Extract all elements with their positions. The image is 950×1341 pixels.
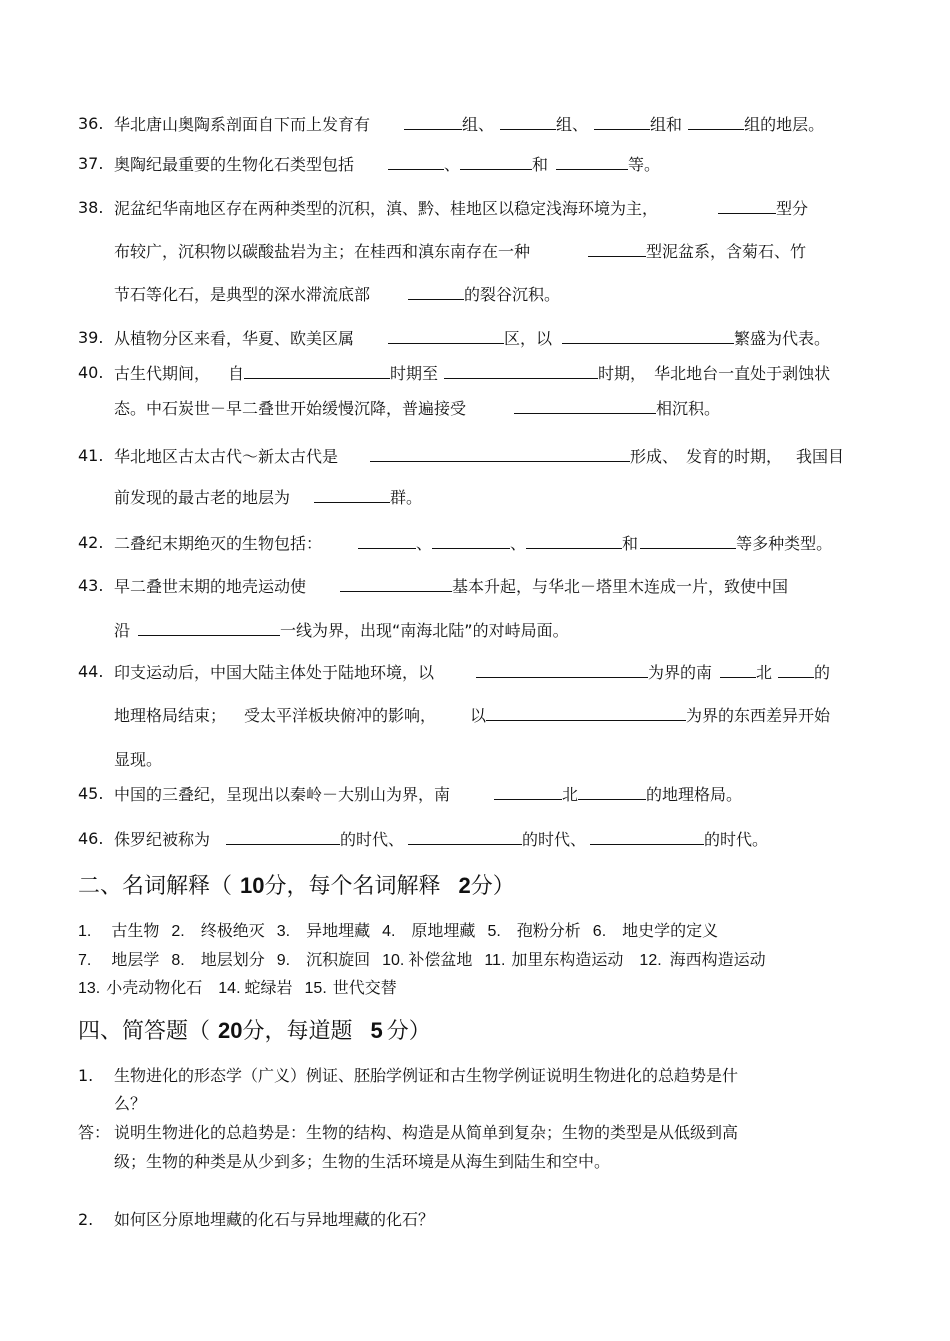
answer-text: 说明生物进化的总趋势是：生物的结构、构造是从简单到复杂；生物的类型是从低级到高 <box>114 1123 739 1142</box>
answer-blank[interactable] <box>388 152 444 170</box>
answer-text: 级；生物的种类是从少到多；生物的生活环境是从海生到陆生和空中。 <box>114 1152 611 1171</box>
question-text: 前发现的最古老的地层为 群。 <box>114 485 422 510</box>
answer-blank[interactable] <box>408 282 464 300</box>
question-text: 节石等化石，是典型的深水滞流底部 的裂谷沉积。 <box>114 282 560 307</box>
question-text: 侏罗纪被称为 的时代、 的时代、 的时代。 <box>114 827 768 852</box>
question-number: 42. <box>78 533 104 552</box>
section-heading: 二、名词解释（ 10分，每个名词解释 2分） <box>78 873 515 899</box>
question-number: 40. <box>78 363 104 382</box>
answer-blank[interactable] <box>494 782 562 800</box>
question-number: 39. <box>78 328 104 347</box>
answer-blank[interactable] <box>244 361 390 379</box>
answer-blank[interactable] <box>590 827 704 845</box>
question-number: 41. <box>78 446 104 465</box>
question-text: 显现。 <box>114 750 163 769</box>
question-number: 43. <box>78 576 104 595</box>
answer-blank[interactable] <box>594 112 650 130</box>
answer-blank[interactable] <box>500 112 556 130</box>
question-text: 沿 一线为界，出现“南海北陆”的对峙局面。 <box>114 618 569 643</box>
question-text: 早二叠世末期的地壳运动使 基本升起，与华北－塔里木连成一片，致使中国 <box>114 574 788 599</box>
question-text: 奥陶纪最重要的生物化石类型包括 、 和 等。 <box>114 152 660 177</box>
answer-blank[interactable] <box>640 531 736 549</box>
answer-blank[interactable] <box>226 827 340 845</box>
answer-label: 答： <box>78 1123 111 1142</box>
question-number: 44. <box>78 662 104 681</box>
question-number: 1. <box>78 1066 94 1085</box>
answer-blank[interactable] <box>388 326 504 344</box>
answer-blank[interactable] <box>588 239 646 257</box>
answer-blank[interactable] <box>444 361 598 379</box>
answer-blank[interactable] <box>578 782 646 800</box>
answer-blank[interactable] <box>778 660 814 678</box>
answer-blank[interactable] <box>514 396 656 414</box>
answer-blank[interactable] <box>526 531 622 549</box>
answer-blank[interactable] <box>340 574 452 592</box>
question-text: 布较广，沉积物以碳酸盐岩为主；在桂西和滇东南存在一种 型泥盆系，含菊石、竹 <box>114 239 806 264</box>
term-item: 1. 古生物 2. 终极绝灭 3. 异地埋藏 4. 原地埋藏 5. 孢粉分析 6. 地史学的定义 <box>78 921 719 940</box>
question-text: 么？ <box>114 1094 147 1113</box>
question-text: 印支运动后，中国大陆主体处于陆地环境，以 为界的南 北 的 <box>114 660 830 685</box>
question-text: 泥盆纪华南地区存在两种类型的沉积，滇、黔、桂地区以稳定浅海环境为主， 型分 <box>114 196 808 221</box>
answer-blank[interactable] <box>718 196 776 214</box>
question-text: 华北唐山奥陶系剖面自下而上发育有 组、 组、 组和 组的地层。 <box>114 112 824 137</box>
answer-blank[interactable] <box>358 531 416 549</box>
question-number: 2. <box>78 1210 94 1229</box>
answer-blank[interactable] <box>688 112 744 130</box>
answer-blank[interactable] <box>138 618 280 636</box>
question-text: 如何区分原地埋藏的化石与异地埋藏的化石？ <box>114 1210 435 1229</box>
answer-blank[interactable] <box>408 827 522 845</box>
term-item: 13. 小壳动物化石 14. 蛇绿岩 15. 世代交替 <box>78 978 397 997</box>
answer-blank[interactable] <box>486 703 686 721</box>
question-number: 46. <box>78 829 104 848</box>
answer-blank[interactable] <box>314 485 390 503</box>
question-text: 中国的三叠纪，呈现出以秦岭－大别山为界，南 北 的地理格局。 <box>114 782 742 807</box>
question-number: 38. <box>78 198 104 217</box>
answer-blank[interactable] <box>432 531 510 549</box>
answer-blank[interactable] <box>460 152 532 170</box>
question-number: 37. <box>78 154 104 173</box>
question-number: 36. <box>78 114 104 133</box>
question-text: 态。中石炭世－早二叠世开始缓慢沉降，普遍接受 相沉积。 <box>114 396 720 421</box>
answer-blank[interactable] <box>404 112 462 130</box>
question-text: 地理格局结束； 受太平洋板块俯冲的影响， 以 为界的东西差异开始 <box>114 703 830 728</box>
answer-blank[interactable] <box>562 326 734 344</box>
answer-blank[interactable] <box>720 660 756 678</box>
question-number: 45. <box>78 784 104 803</box>
question-text: 二叠纪末期绝灭的生物包括： 、 、 和 等多种类型。 <box>114 531 832 556</box>
term-item: 7. 地层学 8. 地层划分 9. 沉积旋回 10. 补偿盆地 11. 加里东构造运动 12. 海西构造运动 <box>78 950 766 969</box>
answer-blank[interactable] <box>476 660 648 678</box>
question-text: 从植物分区来看，华夏、欧美区属 区，以 繁盛为代表。 <box>114 326 830 351</box>
answer-blank[interactable] <box>370 444 630 462</box>
question-text: 古生代期间， 自 时期至 时期， 华北地台一直处于剥蚀状 <box>114 361 830 386</box>
question-text: 华北地区古太古代～新太古代是 形成、 发育的时期， 我国目 <box>114 444 844 469</box>
question-text: 生物进化的形态学（广义）例证、胚胎学例证和古生物学例证说明生物进化的总趋势是什 <box>114 1066 739 1085</box>
section-heading: 四、简答题（ 20分，每道题 5 分） <box>78 1018 431 1044</box>
answer-blank[interactable] <box>556 152 628 170</box>
